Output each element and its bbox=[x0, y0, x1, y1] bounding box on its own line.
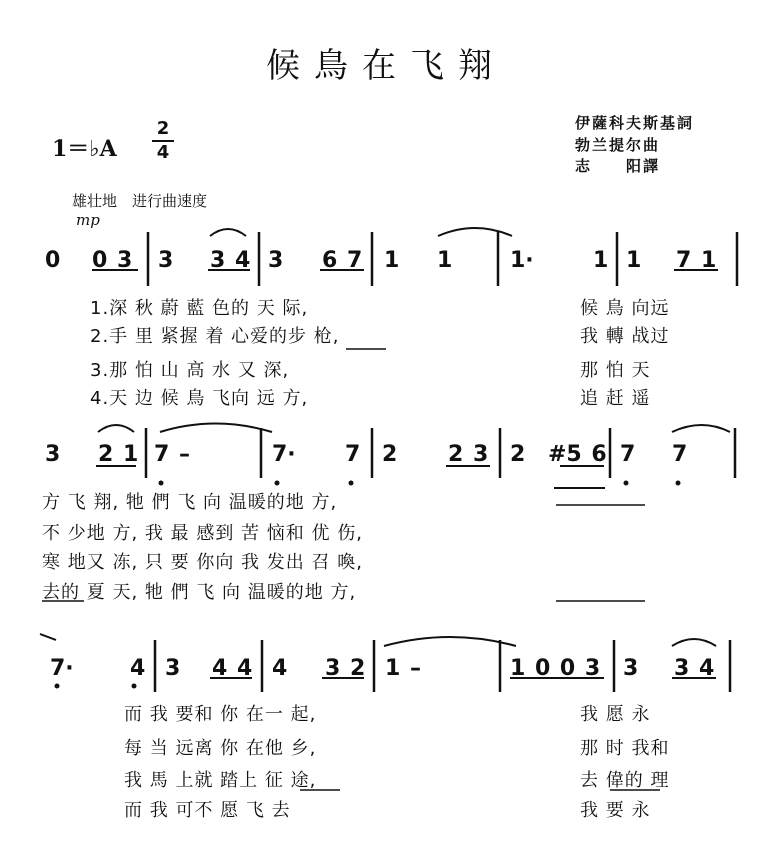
system-1-slurs bbox=[210, 228, 512, 236]
system-3-lyric-line-end: 去 偉的 理 bbox=[580, 770, 670, 791]
tempo-marking: 雄壮地 进行曲速度 bbox=[72, 192, 208, 210]
system-3-barlines bbox=[155, 640, 730, 692]
system-1-lyric-line-end: 那 怕 天 bbox=[580, 360, 651, 381]
system-1-note-group: 3 4 bbox=[210, 248, 251, 273]
dynamic-marking: mp bbox=[76, 211, 100, 229]
system-2-slurs bbox=[98, 424, 730, 433]
system-1-lyric-line: 4.天 边 候 鳥 飞向 远 方, bbox=[90, 388, 309, 409]
system-3-note-group: 1 – bbox=[385, 656, 421, 681]
system-2-lyric-line: 去的 夏 天, 牠 們 飞 向 温暖的地 方, bbox=[42, 582, 357, 603]
system-3-lyric-line: 而 我 可不 愿 飞 去 bbox=[124, 800, 291, 821]
system-3-slurs bbox=[384, 637, 716, 646]
system-3-note-group: 1 0 0 3 bbox=[510, 656, 601, 681]
system-2-note-group: 2 3 bbox=[448, 442, 489, 467]
system-1-note-group: 1 bbox=[437, 248, 453, 273]
system-3-lyric-line-end: 我 愿 永 bbox=[580, 704, 651, 725]
system-3-note-group: 4 bbox=[130, 656, 146, 681]
system-3-note-group: 7· bbox=[50, 656, 74, 681]
system-2-lyric-line: 不 少地 方, 我 最 感到 苦 恼和 优 伤, bbox=[42, 523, 363, 544]
system-2-note-group: 3 bbox=[45, 442, 61, 467]
key-signature: 1＝♭A bbox=[52, 136, 117, 162]
time-signature-bottom: 4 bbox=[156, 142, 170, 163]
system-3-note-group: 4 bbox=[272, 656, 288, 681]
system-2-note-group: 7 bbox=[672, 442, 688, 467]
system-1-note-group: 3 bbox=[158, 248, 174, 273]
system-2-dots bbox=[159, 481, 681, 486]
lyricist-credit: 伊薩科夫斯基詞 bbox=[575, 114, 695, 132]
system-1-note-group: 3 bbox=[268, 248, 284, 273]
system-3-lyric-line-end: 那 时 我和 bbox=[580, 738, 670, 759]
system-3-lyric-line: 我 馬 上就 踏上 征 途, bbox=[124, 770, 317, 791]
system-3-note-group: 3 bbox=[623, 656, 639, 681]
system-2-lyric-line: 寒 地又 冻, 只 要 你向 我 发出 召 喚, bbox=[42, 552, 363, 573]
system-2-note-group: 7 – bbox=[154, 442, 190, 467]
system-1-note-group: 1· bbox=[510, 248, 534, 273]
system-1-note-group: 1 bbox=[384, 248, 400, 273]
translator-credit: 志 阳譯 bbox=[575, 157, 661, 175]
system-2-note-group: #5 6 bbox=[548, 442, 607, 467]
system-2-note-group: 2 bbox=[382, 442, 398, 467]
system-2-barlines bbox=[146, 428, 735, 478]
system-3-dots bbox=[55, 684, 137, 689]
system-1-note-group: 0 3 bbox=[92, 248, 133, 273]
system-1-note-group: 1 bbox=[593, 248, 609, 273]
system-1-lyric-line-end: 追 赶 遥 bbox=[580, 388, 651, 409]
system-2-note-group: 7· bbox=[272, 442, 296, 467]
system-3-lyric-line-end: 我 要 永 bbox=[580, 800, 651, 821]
system-3-note-group: 3 4 bbox=[674, 656, 715, 681]
time-signature-top: 2 bbox=[156, 118, 170, 139]
system-3-note-group: 3 bbox=[165, 656, 181, 681]
lyric-ties bbox=[42, 349, 660, 790]
system-1-lyric-line: 1.深 秋 蔚 藍 色的 天 际, bbox=[90, 298, 309, 319]
system-1-lyric-line-end: 我 轉 战过 bbox=[580, 326, 670, 347]
system-3-note-group: 4 4 bbox=[212, 656, 253, 681]
system-1-lyric-line-end: 候 鳥 向远 bbox=[580, 298, 670, 319]
system-2-note-group: 7 bbox=[620, 442, 636, 467]
composer-credit: 勃兰提尔曲 bbox=[575, 136, 661, 154]
system-2-note-group: 7 bbox=[345, 442, 361, 467]
system-1-note-group: 7 1 bbox=[676, 248, 717, 273]
system-1-lyric-line: 3.那 怕 山 高 水 又 深, bbox=[90, 360, 290, 381]
system-1-note-group: 6 7 bbox=[322, 248, 363, 273]
system-3-lyric-line: 每 当 远离 你 在他 乡, bbox=[124, 738, 317, 759]
system-2-note-group: 2 bbox=[510, 442, 526, 467]
system-1-barlines bbox=[148, 232, 737, 286]
system-3-note-group: 3 2 bbox=[325, 656, 366, 681]
song-title: 候鳥在飞翔 bbox=[266, 46, 506, 86]
system-3-lyric-line: 而 我 要和 你 在一 起, bbox=[124, 704, 317, 725]
system-1-note-group: 0 bbox=[45, 248, 61, 273]
system-2-lyric-line: 方 飞 翔, 牠 們 飞 向 温暖的地 方, bbox=[42, 492, 338, 513]
system-1-lyric-line: 2.手 里 紧握 着 心爱的步 枪, bbox=[90, 326, 340, 347]
system-1-note-group: 1 bbox=[626, 248, 642, 273]
system-2-note-group: 2 1 bbox=[98, 442, 139, 467]
